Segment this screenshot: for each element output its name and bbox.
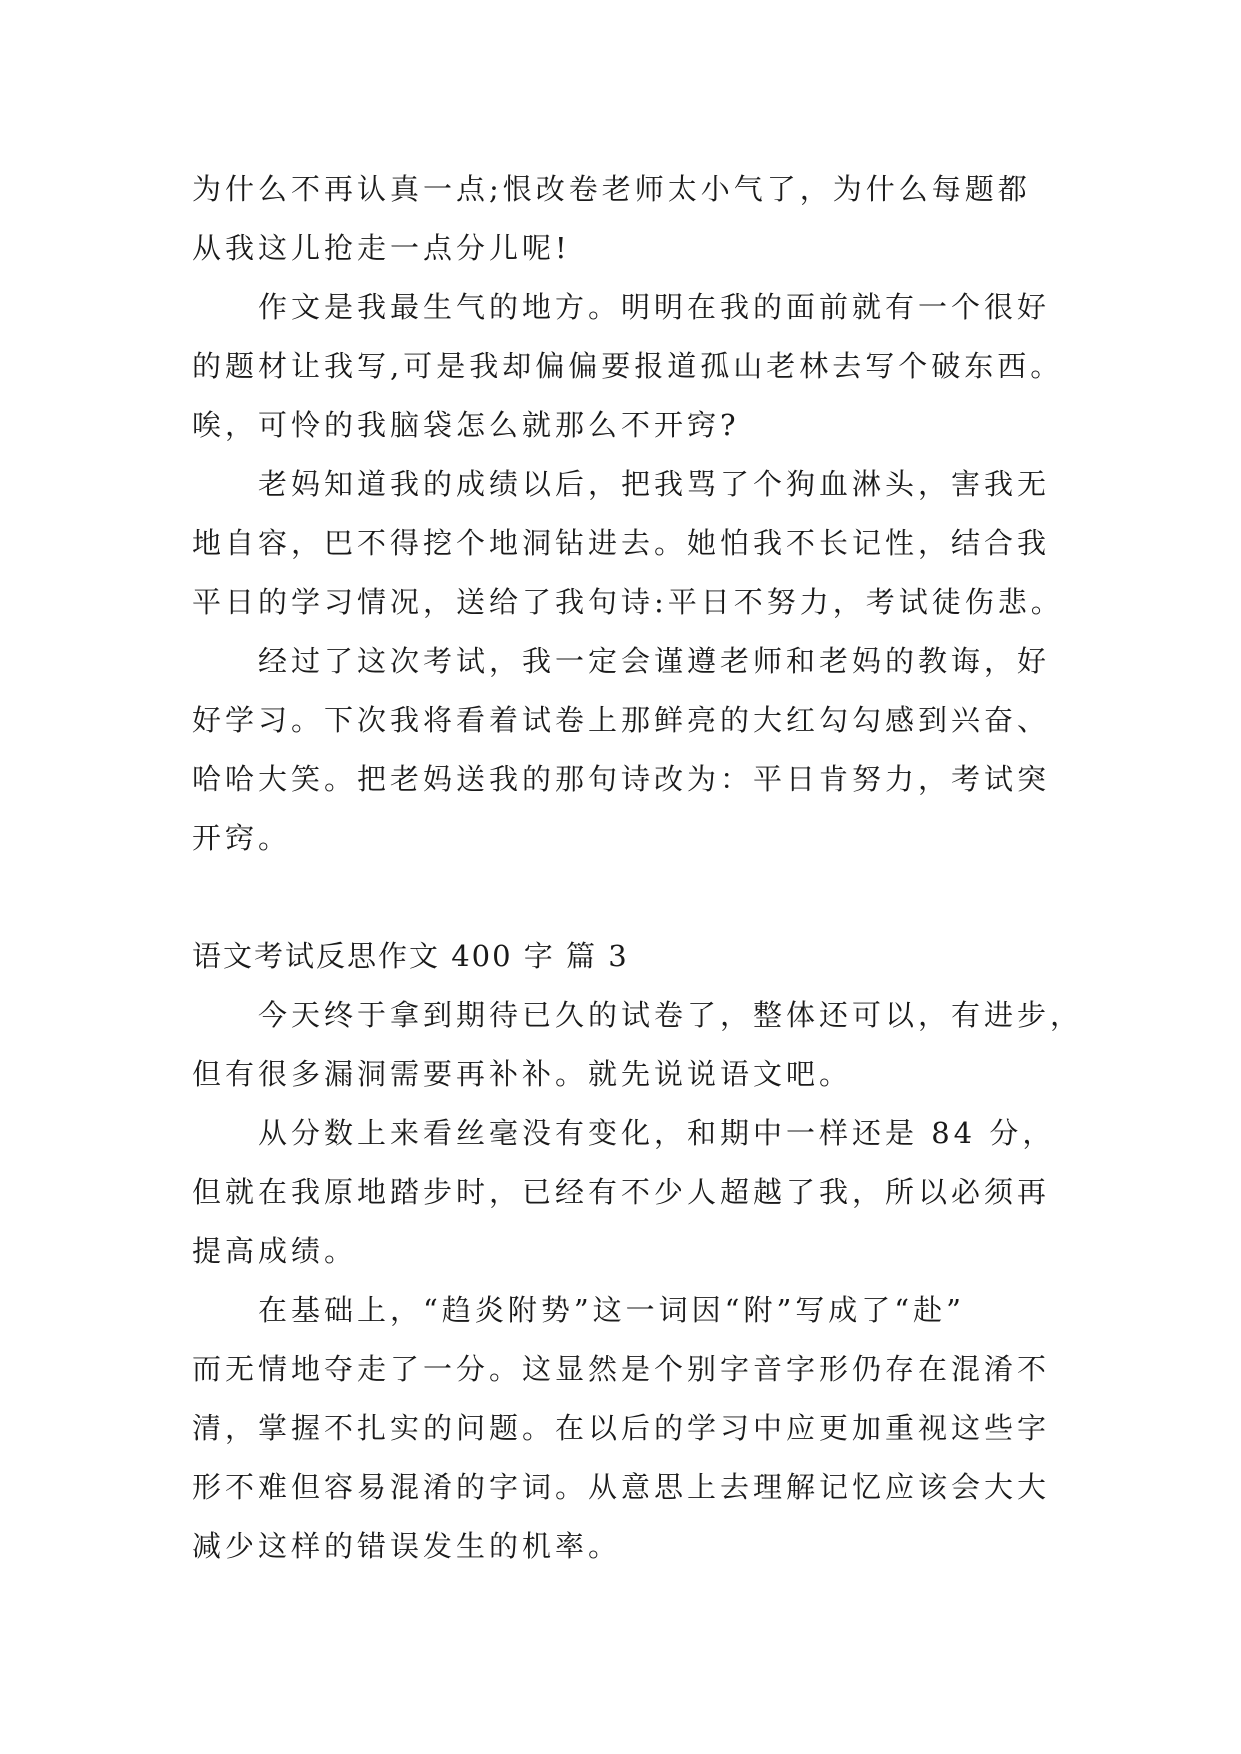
text-line: 老妈知道我的成绩以后，把我骂了个狗血淋头，害我无 — [258, 467, 1051, 501]
text-line: 为什么不再认真一点;恨改卷老师太小气了，为什么每题都 — [192, 172, 1031, 206]
text-line: 提高成绩。 — [192, 1234, 358, 1268]
text-line: 但就在我原地踏步时，已经有不少人超越了我，所以必须再 — [192, 1175, 1051, 1209]
text-line: 而无情地夺走了一分。这显然是个别字音字形仍存在混淆不 — [192, 1352, 1051, 1386]
paragraph — [192, 1281, 1052, 1576]
text-line: 平日的学习情况，送给了我句诗:平日不努力，考试徒伤悲。 — [192, 585, 1064, 619]
text-line: 开窍。 — [192, 821, 292, 855]
document-body — [192, 160, 1084, 1576]
text-line: 从我这儿抢走一点分儿呢! — [192, 231, 571, 265]
text-line: 地自容，巴不得挖个地洞钻进去。她怕我不长记性，结合我 — [192, 526, 1051, 560]
paragraph — [192, 1104, 1056, 1281]
paragraph — [192, 986, 1084, 1104]
text-line: 从分数上来看丝毫没有变化，和期中一样还是 84 分， — [258, 1116, 1056, 1150]
paragraph — [192, 160, 1052, 278]
paragraph — [192, 632, 1052, 868]
text-line: 经过了这次考试，我一定会谨遵老师和老妈的教诲，好 — [258, 644, 1051, 678]
text-line: 但有很多漏洞需要再补补。就先说说语文吧。 — [192, 1057, 853, 1091]
paragraph — [192, 455, 1064, 632]
text-line: 哈哈大笑。把老妈送我的那句诗改为：平日肯努力，考试突 — [192, 762, 1051, 796]
text-line: 好学习。下次我将看着试卷上那鲜亮的大红勾勾感到兴奋、 — [192, 703, 1051, 737]
text-line: 清，掌握不扎实的问题。在以后的学习中应更加重视这些字 — [192, 1411, 1051, 1445]
text-line: 在基础上，“趋炎附势”这一词因“附”写成了“赴” — [258, 1293, 965, 1327]
text-line: 今天终于拿到期待已久的试卷了，整体还可以，有进步， — [258, 998, 1084, 1032]
text-line: 的题材让我写,可是我却偏偏要报道孤山老林去写个破东西。 — [192, 349, 1064, 383]
text-line: 唉，可怜的我脑袋怎么就那么不开窍? — [192, 408, 740, 442]
text-line: 形不难但容易混淆的字词。从意思上去理解记忆应该会大大 — [192, 1470, 1051, 1504]
paragraph — [192, 278, 1064, 455]
text-line: 减少这样的错误发生的机率。 — [192, 1529, 622, 1563]
section-heading: 语文考试反思作文 400 字 篇 3 — [192, 939, 629, 973]
section-spacer — [192, 868, 1052, 927]
text-line: 作文是我最生气的地方。明明在我的面前就有一个很好 — [258, 290, 1051, 324]
